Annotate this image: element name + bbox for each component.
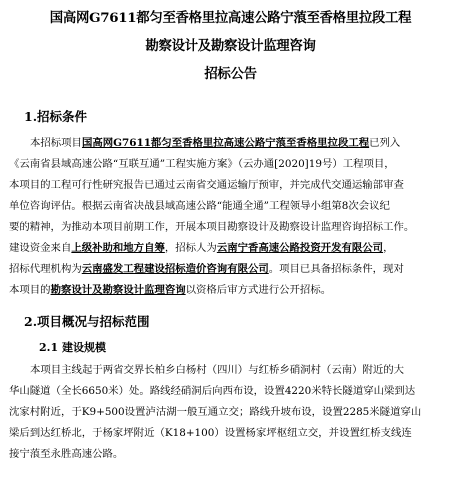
text-segment: 建设资金来自 xyxy=(9,242,72,254)
text-segment: 。项目已具备招标条件，现对 xyxy=(268,263,404,275)
underlined-field: 云南宁香高速公路投资开发有限公司 xyxy=(216,242,384,254)
text-segment: 要的精神，为推动本项目前期工作，开展本项目勘察设计及勘察设计监理咨询招标工作。 xyxy=(9,221,415,233)
underlined-field: 云南盛发工程建设招标造价咨询有限公司 xyxy=(81,263,269,275)
text-segment: 单位咨询评估。根据云南省决战县域高速公路“能通全通”工程领导小组第8次会议纪 xyxy=(9,200,390,212)
document-title-line-3: 招标公告 xyxy=(204,66,257,82)
paragraph-line: 接宁蒗至永胜高速公路。 xyxy=(9,448,124,460)
section-2-heading: 2.项目概况与招标范围 xyxy=(24,314,150,329)
section-2-1-paragraph xyxy=(9,360,452,465)
subsection-2-1-heading: 2.1 建设规模 xyxy=(39,341,106,354)
section-1-heading: 1.招标条件 xyxy=(24,109,88,124)
paragraph-line xyxy=(9,133,452,154)
document-title-line-1: 国高网G7611都匀至香格里拉高速公路宁蒗至香格里拉段工程 xyxy=(49,10,412,26)
paragraph-line xyxy=(9,280,452,301)
paragraph-line xyxy=(9,154,452,175)
text-segment: 以资格后审方式进行公开招标。 xyxy=(185,284,332,296)
text-segment: ， xyxy=(383,242,394,254)
text-segment: 本项目的工程可行性研究报告已通过云南省交通运输厅预审，并完成代交通运输部审查 xyxy=(9,179,404,191)
paragraph-line: 华山隧道（全长6650米）处。路线经硝洞后向西布设，设置4220米特长隧道穿山梁到达 xyxy=(9,385,416,397)
underlined-field: 上级补助和地方自筹 xyxy=(71,242,165,254)
paragraph-line xyxy=(9,238,452,259)
underlined-field: 国高网G7611都匀至香格里拉高速公路宁蒗至香格里拉段工程 xyxy=(81,137,370,149)
paragraph-line xyxy=(9,175,452,196)
paragraph-line: 本项目主线起于两省交界长柏乡白杨村（四川）与红桥乡硝洞村（云南）附近的大 xyxy=(30,364,405,376)
paragraph-line xyxy=(9,259,452,280)
document-title-line-2: 勘察设计及勘察设计监理咨询 xyxy=(145,38,316,54)
text-segment: 本项目的 xyxy=(9,284,51,296)
text-segment: 招标代理机构为 xyxy=(9,263,82,275)
text-segment: 《云南省县域高速公路“互联互通”工程实施方案》（云办通[2020]19号）工程项目， xyxy=(9,158,395,170)
paragraph-line xyxy=(9,196,452,217)
text-segment: 本招标项目 xyxy=(30,137,82,149)
paragraph-line: 沈家村附近，于K9+500设置泸沽湖一般互通立交；路线升坡布设，设置2285米隧道穿山 xyxy=(9,406,422,418)
paragraph-line xyxy=(9,217,452,238)
paragraph-line: 梁后到达红桥北，于杨家坪附近（K18+100）设置杨家坪枢纽立交，并设置红桥支线连 xyxy=(9,427,412,439)
text-segment: 已列入 xyxy=(369,137,401,149)
text-segment: ，招标人为 xyxy=(164,242,217,254)
underlined-field: 勘察设计及勘察设计监理咨询 xyxy=(50,284,186,296)
section-1-paragraph xyxy=(9,133,452,301)
